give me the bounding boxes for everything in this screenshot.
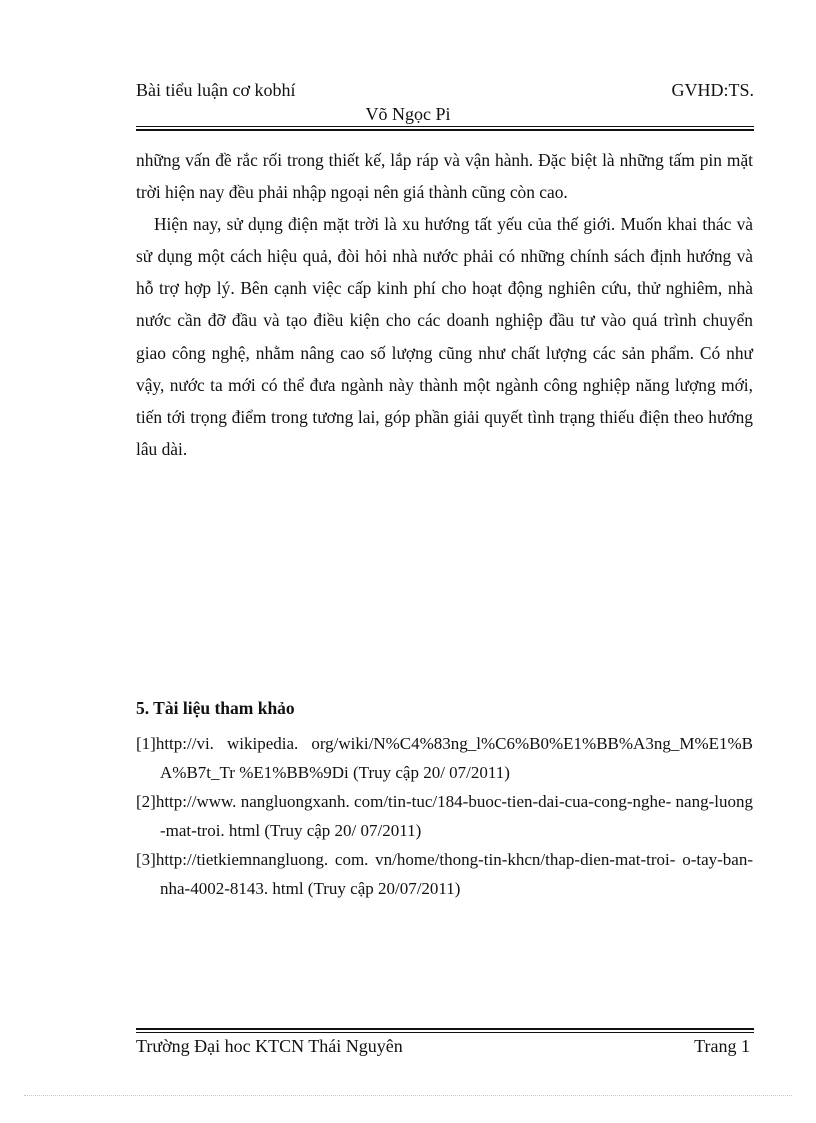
header-right-title: GVHD:TS. xyxy=(671,80,754,100)
header-center-name: Võ Ngọc Pi xyxy=(365,104,451,124)
reference-item-3: [3]http://tietkiemnangluong. com. vn/home/thong-tin-khcn/thap-dien-mat-troi- o-tay-ban-nha-4002-8143. html (Truy cập 20/07/2011) xyxy=(136,850,753,898)
reference-item-1: [1]http://vi. wikipedia. org/wiki/N%C4%83ng_l%C6%B0%E1%BB%A3ng_M%E1%BA%B7t_Tr %E1%BB%9Di (Truy cập 20/ 07/2011) xyxy=(136,734,753,782)
body-paragraph-1: những vấn đề rắc rối trong thiết kế, lắp ráp và vận hành. Đặc biệt là những tấm pin mặt trời hiện nay đều phải nhập ngoại nên giá thành cũng còn cao. xyxy=(136,150,753,203)
body-paragraph-2: Hiện nay, sử dụng điện mặt trời là xu hướng tất yếu của thế giới. Muốn khai thác và sử dụng một cách hiệu quả, đòi hỏi nhà nước phải có những chính sách định hướng và hỗ trợ hợp lý. Bên cạnh việc cấp kinh phí cho hoạt động nghiên cứu, thử nghiêm, nhà nước cần đỡ đầu và tạo điều kiện cho các doanh nghiệp đầu tư vào quá trình chuyển giao công nghệ, nhằm nâng cao số lượng cũng như chất lượng các sản phẩm. Có như vậy, nước ta mới có thể đưa ngành này thành một ngành công nghiệp năng lượng mới, tiến tới trọng điểm trong tương lai, góp phần giải quyết tình trạng thiếu điện theo hướng lâu dài. xyxy=(136,214,753,459)
page-bottom-dotted-line xyxy=(24,1095,792,1096)
header-rule-thin xyxy=(136,126,754,127)
references-title: 5. Tài liệu tham khảo xyxy=(136,698,295,718)
footer-rule-thick xyxy=(136,1028,754,1030)
body-text xyxy=(136,144,753,465)
references-list xyxy=(136,729,753,903)
header-rule-thick xyxy=(136,129,754,131)
reference-item-2: [2]http://www. nangluongxanh. com/tin-tuc/184-buoc-tien-dai-cua-cong-nghe- nang-luong-mat-troi. html (Truy cập 20/ 07/2011) xyxy=(136,792,753,840)
footer-page-number: Trang 1 xyxy=(694,1036,750,1056)
footer-school-name: Trường Đại hoc KTCN Thái Nguyên xyxy=(136,1036,403,1056)
header-left-title: Bài tiểu luận cơ kobhí xyxy=(136,80,296,100)
footer-rule-thin xyxy=(136,1032,754,1033)
